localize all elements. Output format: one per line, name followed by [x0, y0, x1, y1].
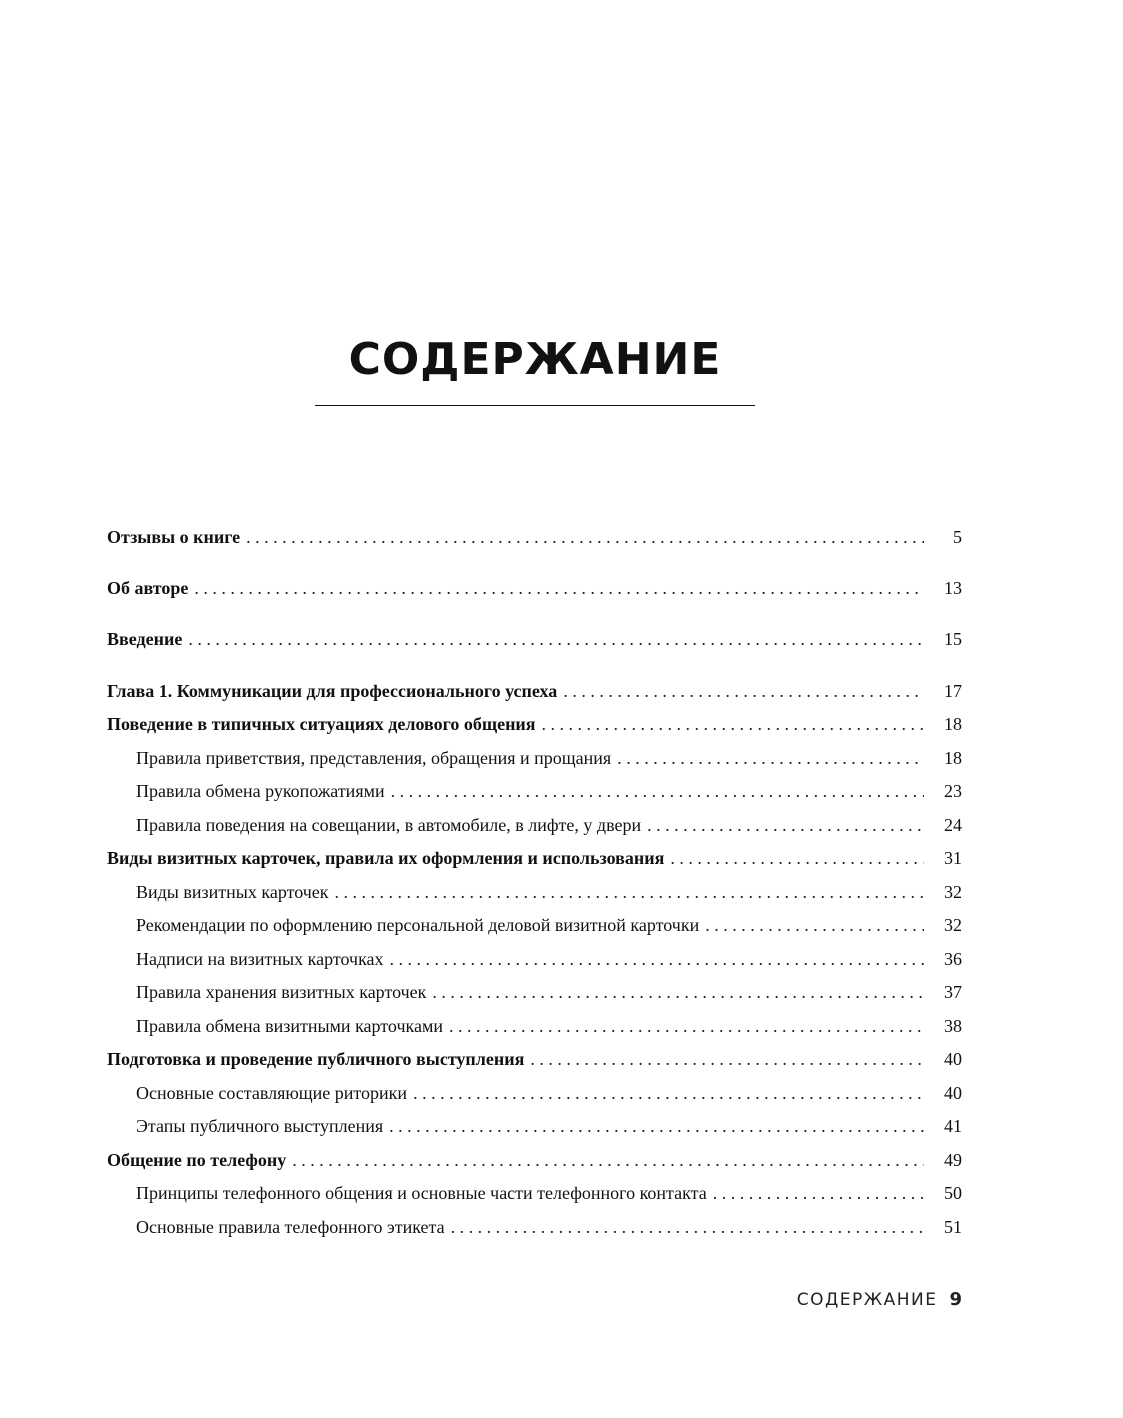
toc-entry[interactable]	[107, 624, 962, 654]
toc-leader-dots	[563, 676, 924, 706]
toc-entry-page: 5	[953, 527, 962, 547]
toc-entry-page: 49	[944, 1150, 962, 1170]
toc-entry[interactable]	[107, 977, 962, 1007]
toc-entry-title: Правила хранения визитных карточек	[136, 982, 427, 1002]
toc-entry[interactable]	[107, 1145, 962, 1175]
toc-leader-dots	[647, 810, 924, 840]
toc-entry-title: Основные составляющие риторики	[136, 1083, 408, 1103]
toc-entry[interactable]	[107, 776, 962, 806]
toc-entry-title: Глава 1. Коммуникации для профессионального успеха	[107, 681, 558, 701]
toc-entry[interactable]	[107, 810, 962, 840]
toc-leader-dots	[194, 573, 924, 603]
page-number: 9	[949, 1289, 962, 1310]
toc-entry-page: 15	[944, 629, 962, 649]
toc-entry-page: 18	[944, 748, 962, 768]
toc-leader-dots	[188, 624, 924, 654]
toc-entry-title: Этапы публичного выступления	[136, 1116, 384, 1136]
toc-entry[interactable]	[107, 1111, 962, 1141]
toc-entry-title: Отзывы о книге	[107, 527, 241, 547]
toc-entry-title: Правила обмена визитными карточками	[136, 1016, 443, 1036]
toc-leader-dots	[335, 877, 924, 907]
toc-entry-page: 18	[944, 714, 962, 734]
toc-entry-title: Об авторе	[107, 578, 189, 598]
toc-entry-page: 36	[944, 949, 962, 969]
toc-entry-title: Общение по телефону	[107, 1150, 287, 1170]
toc-entry[interactable]	[107, 1212, 962, 1242]
toc-entry-page: 32	[944, 915, 962, 935]
toc-entry-page: 41	[944, 1116, 962, 1136]
toc-leader-dots	[389, 1111, 924, 1141]
toc-entry[interactable]	[107, 1011, 962, 1041]
toc-entry[interactable]	[107, 843, 962, 873]
toc-entry[interactable]	[107, 1178, 962, 1208]
toc-entry-page: 50	[944, 1183, 962, 1203]
toc-entry-title: Правила обмена рукопожатиями	[136, 781, 385, 801]
toc-entry-title: Виды визитных карточек	[136, 882, 329, 902]
toc-entry-title: Подготовка и проведение публичного выступления	[107, 1049, 525, 1069]
toc-entry-page: 40	[944, 1083, 962, 1103]
toc-entry-title: Правила поведения на совещании, в автомобиле, в лифте, у двери	[136, 815, 642, 835]
toc-leader-dots	[432, 977, 924, 1007]
toc-entry-page: 51	[944, 1217, 962, 1237]
running-title: СОДЕРЖАНИЕ	[796, 1290, 938, 1310]
toc-entry[interactable]	[107, 1044, 962, 1074]
page-title: СОДЕРЖАНИЕ	[348, 334, 722, 385]
toc-entry-title: Основные правила телефонного этикета	[136, 1217, 445, 1237]
toc-entry[interactable]	[107, 944, 962, 974]
toc-entry[interactable]	[107, 877, 962, 907]
toc-leader-dots	[292, 1145, 924, 1175]
page-footer	[797, 1289, 962, 1310]
toc-leader-dots	[451, 1212, 924, 1242]
toc-entry[interactable]	[107, 676, 962, 706]
toc-leader-dots	[705, 910, 924, 940]
toc-entry-title: Принципы телефонного общения и основные части телефонного контакта	[136, 1183, 707, 1203]
toc-entry-title: Рекомендации по оформлению персональной деловой визитной карточки	[136, 915, 700, 935]
title-underline	[315, 405, 755, 406]
toc-leader-dots	[530, 1044, 924, 1074]
toc-entry-page: 17	[944, 681, 962, 701]
toc-leader-dots	[390, 944, 924, 974]
toc-entry[interactable]	[107, 709, 962, 739]
toc-leader-dots	[617, 743, 924, 773]
toc-entry-page: 24	[944, 815, 962, 835]
toc-leader-dots	[413, 1078, 924, 1108]
toc-entry-page: 40	[944, 1049, 962, 1069]
toc-entry[interactable]	[107, 743, 962, 773]
toc-entry-page: 13	[944, 578, 962, 598]
toc-entry-page: 23	[944, 781, 962, 801]
toc-entry-title: Правила приветствия, представления, обращения и прощания	[136, 748, 612, 768]
toc-entry[interactable]	[107, 522, 962, 552]
toc-entry-page: 31	[944, 848, 962, 868]
toc-leader-dots	[542, 709, 924, 739]
toc-entry-title: Надписи на визитных карточках	[136, 949, 384, 969]
toc-leader-dots	[449, 1011, 924, 1041]
toc-entry-page: 38	[944, 1016, 962, 1036]
toc-entry-title: Виды визитных карточек, правила их оформления и использования	[107, 848, 665, 868]
toc-entry[interactable]	[107, 910, 962, 940]
toc-leader-dots	[670, 843, 924, 873]
toc-entry-page: 32	[944, 882, 962, 902]
toc-entry-title: Введение	[107, 629, 183, 649]
toc-entry[interactable]	[107, 1078, 962, 1108]
toc-leader-dots	[391, 776, 924, 806]
toc-entry-title: Поведение в типичных ситуациях делового общения	[107, 714, 536, 734]
toc-entry-page: 37	[944, 982, 962, 1002]
toc-leader-dots	[713, 1178, 924, 1208]
toc-entry[interactable]	[107, 573, 962, 603]
toc-leader-dots	[246, 522, 924, 552]
